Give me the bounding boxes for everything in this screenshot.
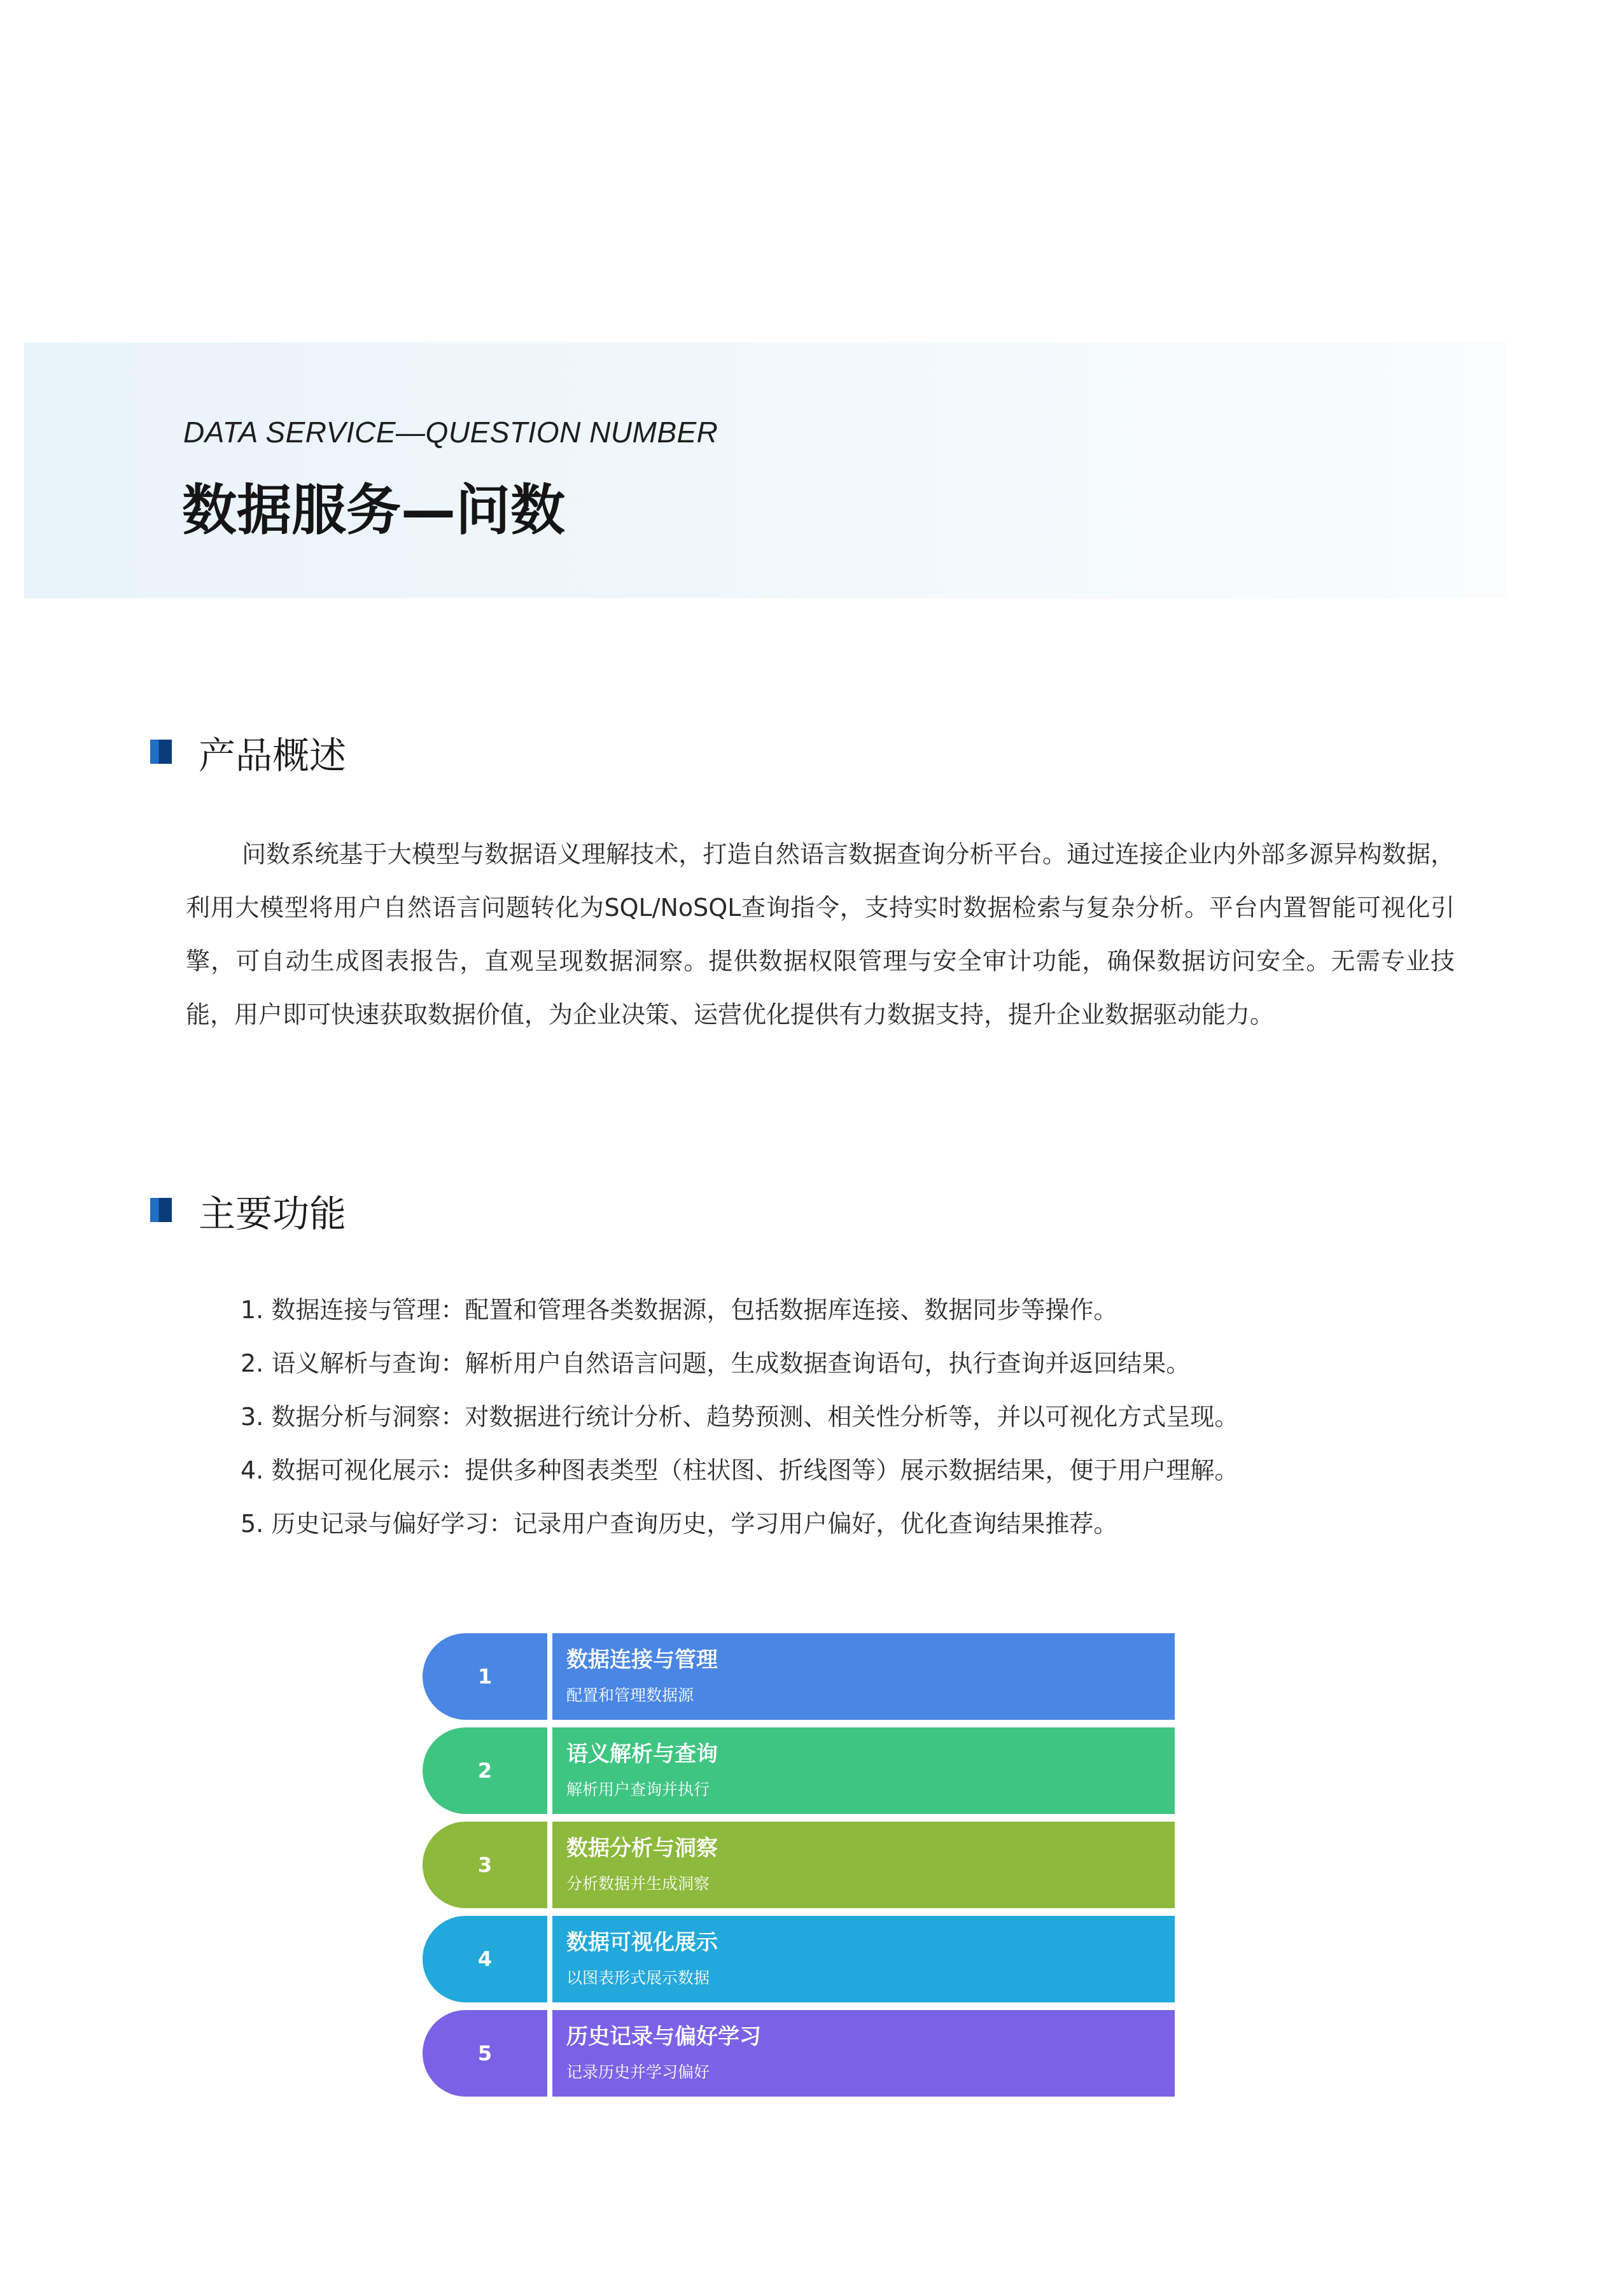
- step-title: 语义解析与查询: [566, 1741, 718, 1767]
- step-subtitle: 配置和管理数据源: [566, 1686, 694, 1705]
- step-title: 数据可视化展示: [566, 1930, 718, 1955]
- step-number: 5: [423, 2010, 547, 2097]
- step-row: [423, 2010, 1175, 2097]
- step-subtitle: 解析用户查询并执行: [566, 1780, 710, 1799]
- step-row: [423, 1727, 1175, 1814]
- feature-item: 2. 语义解析与查询：解析用户自然语言问题，生成数据查询语句，执行查询并返回结果。: [241, 1349, 1191, 1377]
- banner-title: 数据服务—问数: [182, 479, 565, 542]
- feature-item: 3. 数据分析与洞察：对数据进行统计分析、趋势预测、相关性分析等，并以可视化方式呈现。: [241, 1403, 1239, 1431]
- feature-list: [241, 1283, 1238, 1550]
- section-title: 主要功能: [199, 1192, 347, 1235]
- step-bar: [552, 1822, 1175, 1908]
- step-bar: [552, 1916, 1175, 2002]
- section-marker-icon: [150, 740, 172, 764]
- step-bar: [552, 1633, 1175, 1720]
- step-bar: [552, 2010, 1175, 2097]
- step-row: [423, 1916, 1175, 2002]
- step-number: 2: [423, 1727, 547, 1814]
- step-row: [423, 1633, 1175, 1720]
- step-title: 数据连接与管理: [566, 1647, 718, 1673]
- step-title: 数据分析与洞察: [566, 1836, 718, 1861]
- step-number: 3: [423, 1822, 547, 1908]
- step-subtitle: 分析数据并生成洞察: [566, 1874, 710, 1893]
- section-title: 产品概述: [199, 734, 347, 777]
- overview-paragraph: 问数系统基于大模型与数据语义理解技术，打造自然语言数据查询分析平台。通过连接企业内外部多源异构数据，利用大模型将用户自然语言问题转化为SQL/NoSQL查询指令，支持实时数据检索与复杂分析。平台内置智能可视化引擎，可自动生成图表报告，直观呈现数据洞察。提供数据权限管理与安全审计功能，确保数据访问安全。无需专业技能，用户即可快速获取数据价值，为企业决策、运营优化提供有力数据支持，提升企业数据驱动能力。: [186, 840, 1455, 1029]
- feature-item: 5. 历史记录与偏好学习：记录用户查询历史，学习用户偏好，优化查询结果推荐。: [241, 1510, 1118, 1538]
- step-title: 历史记录与偏好学习: [566, 2024, 761, 2049]
- step-bar: [552, 1727, 1175, 1814]
- banner-subtitle-en: DATA SERVICE—QUESTION NUMBER: [183, 416, 718, 449]
- feature-item: 4. 数据可视化展示：提供多种图表类型（柱状图、折线图等）展示数据结果，便于用户理解。: [241, 1456, 1239, 1484]
- step-subtitle: 记录历史并学习偏好: [566, 2063, 710, 2081]
- feature-item: 1. 数据连接与管理：配置和管理各类数据源，包括数据库连接、数据同步等操作。: [241, 1296, 1118, 1324]
- step-subtitle: 以图表形式展示数据: [566, 1969, 710, 1987]
- step-number: 4: [423, 1916, 547, 2002]
- section-marker-icon: [150, 1198, 172, 1222]
- step-row: [423, 1822, 1175, 1908]
- step-number: 1: [423, 1633, 547, 1720]
